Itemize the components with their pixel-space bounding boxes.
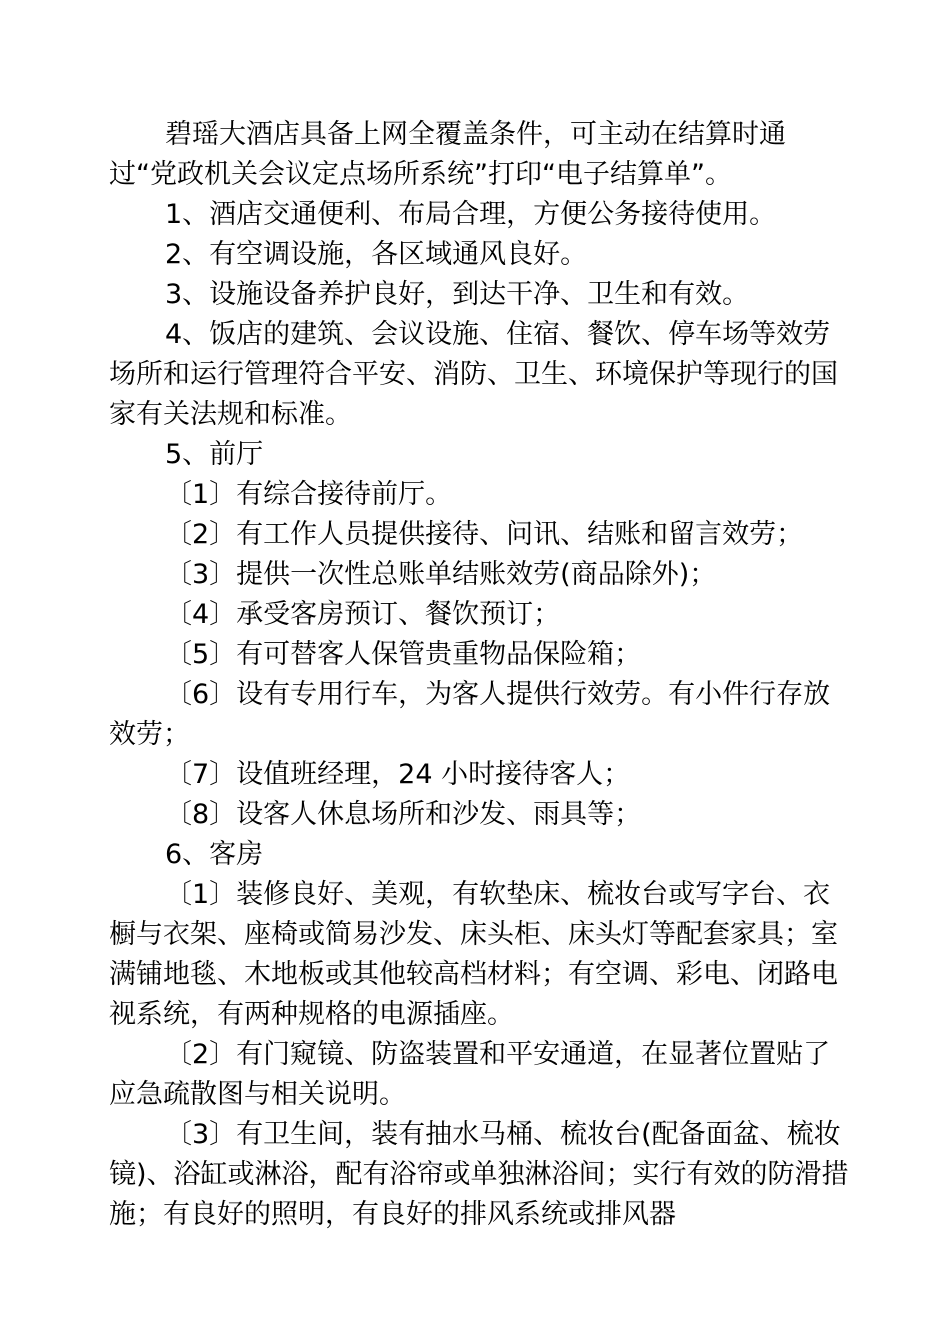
paragraph-item-3: 3、设施设备养护良好，到达干净、卫生和有效。	[165, 279, 750, 310]
guest-room-item-1: 〔1〕装修良好、美观，有软垫床、梳妆台或写字台、衣橱与衣架、座椅或简易沙发、床头柜、床头灯等配套家具；室满铺地毯、木地板或其他较高档材料；有空调、彩电、闭路电视系统，有两种规格的电源插座。	[109, 879, 838, 1030]
guest-room-item-3: 〔3〕有卫生间，装有抽水马桶、梳妆台(配备面盆、梳妆镜)、浴缸或淋浴，配有浴帘或单独淋浴间；实行有效的防滑措施；有良好的照明，有良好的排风系统或排风器	[109, 1119, 849, 1230]
guest-room-item-2: 〔2〕有门窥镜、防盗装置和平安通道，在显著位置贴了应急疏散图与相关说明。	[109, 1039, 831, 1110]
front-desk-item-6: 〔6〕设有专用行车，为客人提供行效劳。有小件行存放效劳；	[109, 679, 831, 750]
front-desk-item-3: 〔3〕提供一次性总账单结账效劳(商品除外)；	[165, 559, 717, 590]
front-desk-item-8: 〔8〕设客人休息场所和沙发、雨具等；	[165, 799, 642, 830]
front-desk-item-5: 〔5〕有可替客人保管贵重物品保险箱；	[165, 639, 642, 670]
section-heading-front-desk: 5、前厅	[165, 439, 264, 470]
paragraph-intro: 碧瑶大酒店具备上网全覆盖条件，可主动在结算时通过“党政机关会议定点场所系统”打印“电子结算单”。	[109, 119, 786, 190]
front-desk-item-4: 〔4〕承受客房预订、餐饮预订；	[165, 599, 561, 630]
paragraph-item-1: 1、酒店交通便利、布局合理，方便公务接待使用。	[165, 199, 777, 230]
document-body	[109, 115, 849, 1235]
front-desk-item-7: 〔7〕设值班经理，24 小时接待客人；	[165, 759, 631, 790]
paragraph-item-2: 2、有空调设施，各区域通风良好。	[165, 239, 588, 270]
section-heading-guest-rooms: 6、客房	[165, 839, 264, 870]
paragraph-item-4: 4、饭店的建筑、会议设施、住宿、餐饮、停车场等效劳场所和运行管理符合平安、消防、卫生、环境保护等现行的国家有关法规和标准。	[109, 319, 838, 430]
front-desk-item-1: 〔1〕有综合接待前厅。	[165, 479, 453, 510]
front-desk-item-2: 〔2〕有工作人员提供接待、问讯、结账和留言效劳；	[165, 519, 804, 550]
